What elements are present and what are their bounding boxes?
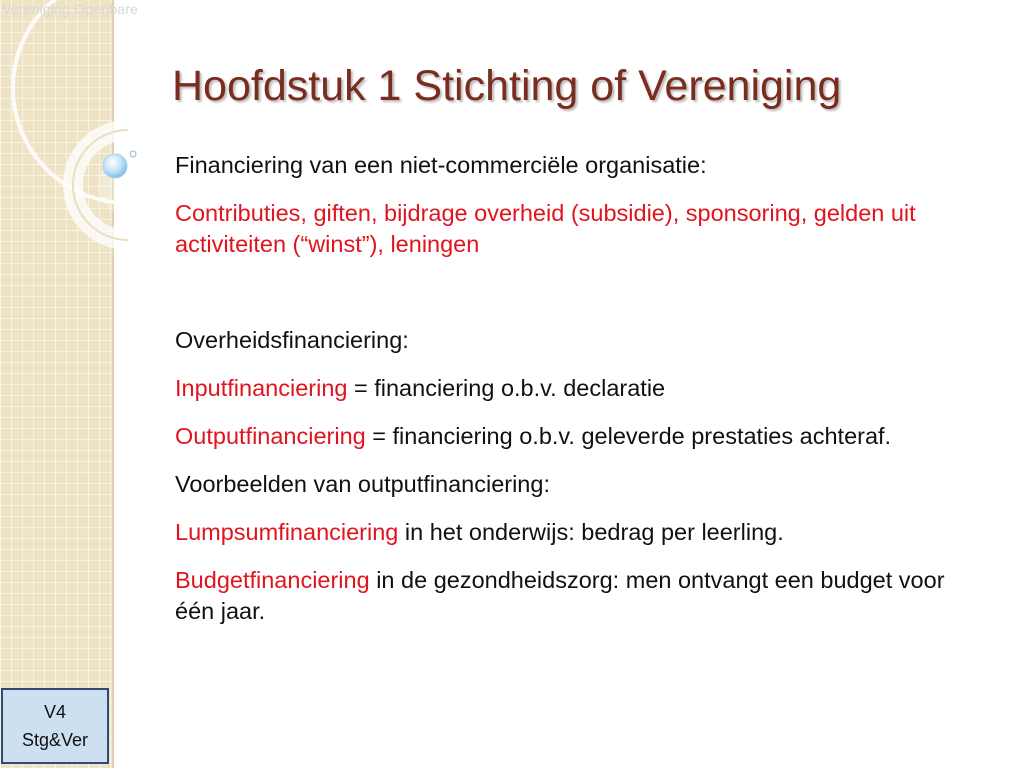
input-financing-definition: = financiering o.b.v. declaratie bbox=[347, 375, 666, 401]
output-financing-definition: = financiering o.b.v. geleverde prestaties achteraf. bbox=[365, 423, 892, 449]
government-funding-heading: Overheidsfinanciering: bbox=[175, 327, 409, 353]
slide-label-badge bbox=[1, 688, 109, 764]
input-financing-line bbox=[175, 373, 990, 404]
budget-term: Budgetfinanciering bbox=[175, 567, 370, 593]
lumpsum-term: Lumpsumfinanciering bbox=[175, 519, 399, 545]
bubble-icon bbox=[100, 148, 140, 188]
blank-line bbox=[175, 277, 990, 308]
examples-heading: Voorbeelden van outputfinanciering: bbox=[175, 471, 550, 497]
badge-line-1: V4 bbox=[43, 702, 67, 722]
slide-title: Hoofdstuk 1 Stichting of Vereniging bbox=[172, 62, 842, 110]
intro-text: Financiering van een niet-commerciële organisatie: bbox=[175, 152, 707, 178]
budget-definition: in de gezondheidszorg: men ontvangt een budget voor één jaar. bbox=[175, 567, 945, 624]
lumpsum-definition: in het onderwijs: bedrag per leerling. bbox=[398, 519, 784, 545]
lumpsum-line bbox=[175, 517, 990, 548]
budget-line bbox=[175, 565, 990, 627]
badge-line-2: Stg&Ver bbox=[21, 730, 89, 750]
output-financing-term: Outputfinanciering bbox=[175, 423, 366, 449]
slide-body bbox=[175, 150, 990, 644]
watermark-text: Vereniging Openbare bbox=[2, 1, 139, 17]
output-financing-line bbox=[175, 421, 990, 452]
input-financing-term: Inputfinanciering bbox=[175, 375, 348, 401]
funding-sources: Contributies, giften, bijdrage overheid (subsidie), sponsoring, gelden uit activiteiten (“winst”), leningen bbox=[175, 200, 916, 257]
